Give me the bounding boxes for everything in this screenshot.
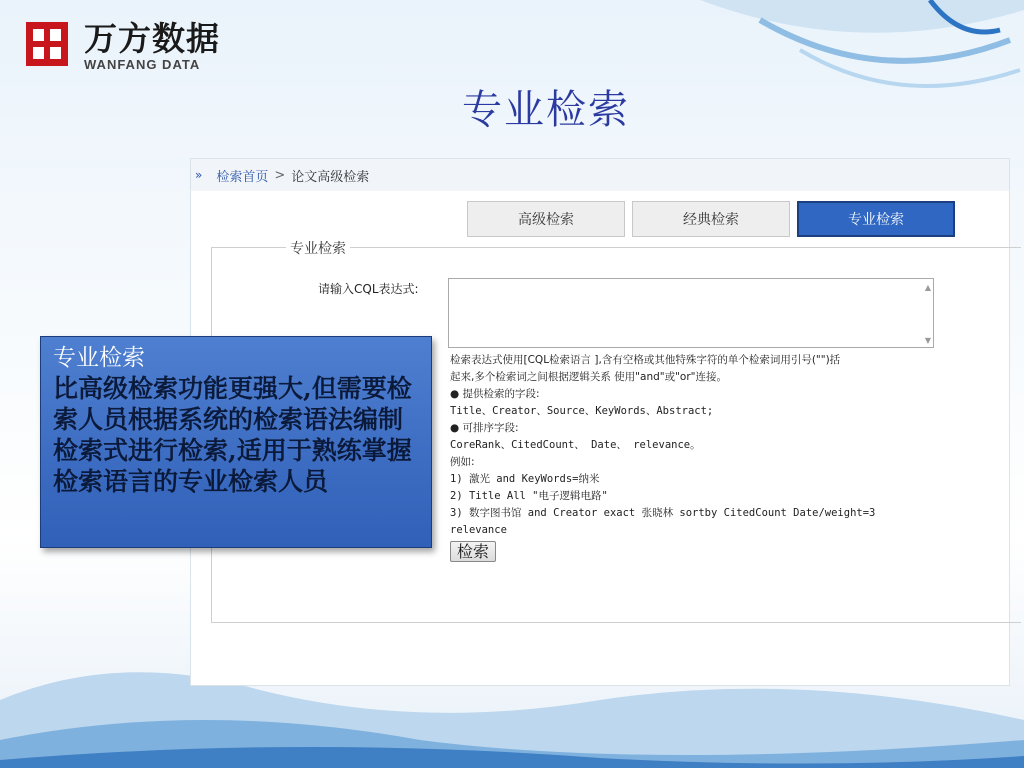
explanation-callout: [40, 336, 432, 548]
help-sort-fields: CoreRank、CitedCount、 Date、 relevance。: [450, 439, 701, 451]
callout-body: 比高级检索功能更强大,但需要检索人员根据系统的检索语法编制检索式进行检索,适用于熟练掌握检索语言的专业检索人员: [53, 374, 412, 496]
breadcrumb-separator: >: [274, 167, 286, 183]
wanfang-logo: [26, 19, 220, 72]
logo-text-en: WANFANG DATA: [84, 57, 201, 72]
cql-expression-input[interactable]: [448, 278, 934, 348]
fieldset-legend: 专业检索: [286, 238, 350, 258]
breadcrumb-current: 论文高级检索: [291, 169, 370, 185]
tab-advanced-search[interactable]: 高级检索: [467, 201, 625, 237]
help-line-1: 检索表达式使用[CQL检索语言 ],含有空格或其他特殊字符的单个检索词用引号("")括: [450, 354, 841, 366]
cql-help-text: [450, 352, 950, 563]
help-example-2: 2) Title All "电子逻辑电路": [450, 490, 608, 502]
logo-text-cn: 万方数据: [84, 19, 220, 58]
slide-title: 专业检索: [462, 87, 630, 133]
help-fields: Title、Creator、Source、KeyWords、Abstract;: [450, 405, 714, 417]
cql-input-label: 请输入CQL表达式:: [318, 282, 419, 296]
tab-professional-search[interactable]: 专业检索: [797, 201, 955, 237]
tab-classic-search[interactable]: 经典检索: [632, 201, 790, 237]
help-example-3-cont: relevance: [450, 524, 507, 536]
breadcrumb-home-link[interactable]: 检索首页: [216, 169, 269, 185]
help-example-1: 1) 激光 and KeyWords=纳米: [450, 473, 600, 485]
callout-title: 专业检索: [53, 345, 145, 371]
scroll-up-icon[interactable]: ▲: [924, 283, 931, 292]
scroll-down-icon[interactable]: ▼: [924, 336, 931, 345]
help-line-2: 起来,多个检索词之间根据逻辑关系 使用"and"或"or"连接。: [450, 371, 727, 383]
search-button[interactable]: 检索: [450, 541, 496, 562]
breadcrumb: [191, 159, 1009, 191]
help-sort-heading: ● 可排序字段:: [450, 422, 519, 434]
help-examples-heading: 例如:: [450, 456, 475, 468]
breadcrumb-arrow-icon: »: [195, 168, 203, 182]
help-fields-heading: ● 提供检索的字段:: [450, 388, 540, 400]
logo-mark-icon: [26, 22, 68, 66]
help-example-3: 3) 数字图书馆 and Creator exact 张晓林 sortby CitedCount Date/weight=3: [450, 507, 876, 519]
search-tabs: [467, 201, 962, 237]
